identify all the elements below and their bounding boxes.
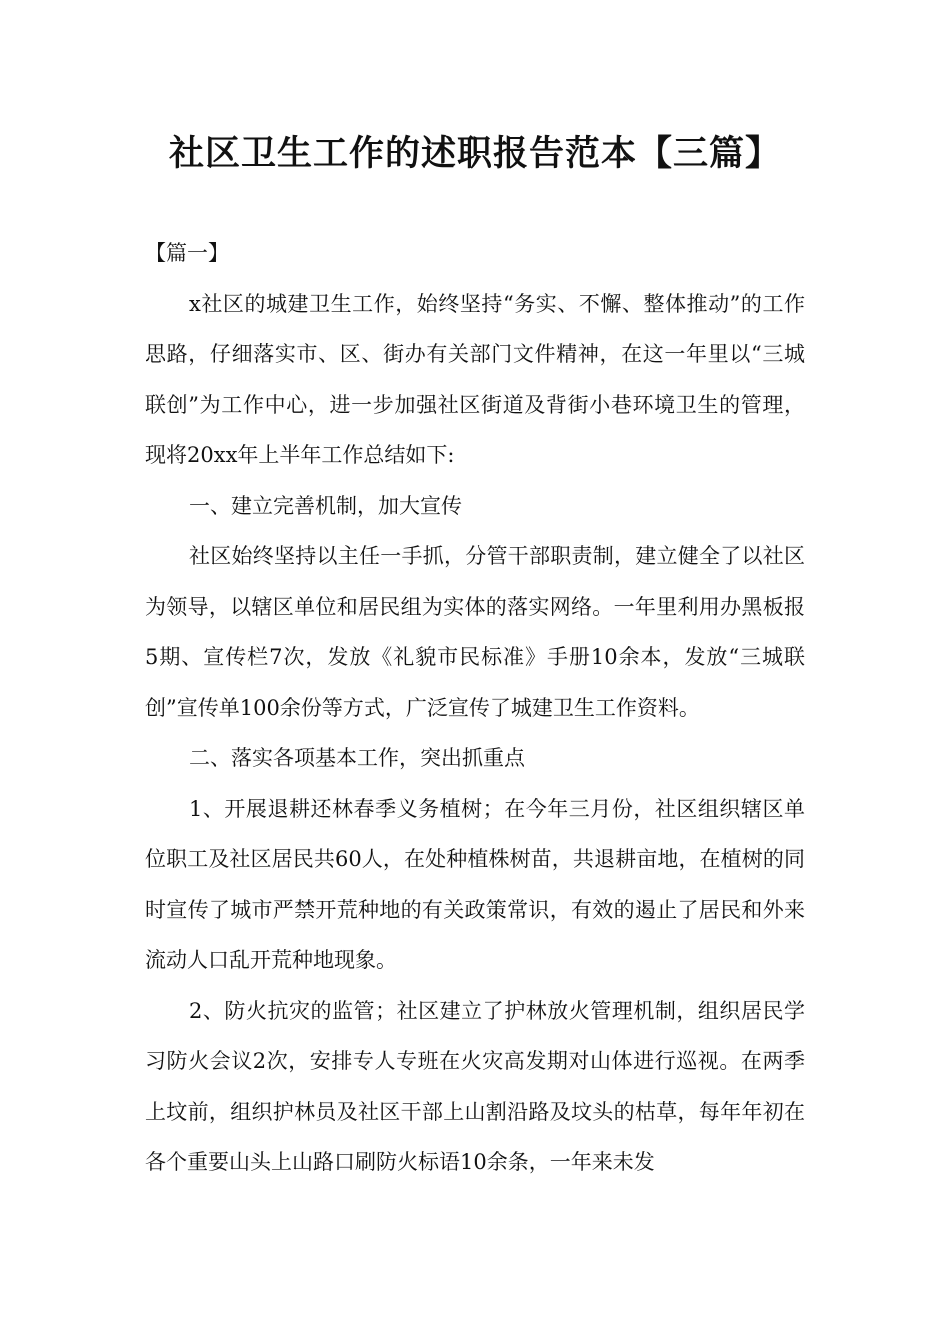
heading-section-two: 二、落实各项基本工作，突出抓重点 <box>189 746 525 770</box>
paragraph-intro: x社区的城建卫生工作，始终坚持“务实、不懈、整体推动”的工作思路，仔细落实市、区、街办有关部门文件精神，在这一年里以“三城联创”为工作中心，进一步加强社区街道及背街小巷环境卫生的管理，现将20xx年上半年工作总结如下: <box>145 291 805 467</box>
paragraph-tree-planting: 1、开展退耕还林春季义务植树；在今年三月份，社区组织辖区单位职工及社区居民共60人，在处种植株树苗，共退耕亩地，在植树的同时宣传了城市严禁开荒种地的有关政策常识，有效的遏止了居民和外来流动人口乱开荒种地现象。 <box>145 796 805 972</box>
section-label: 【篇一】 <box>145 241 229 265</box>
document-title: 社区卫生工作的述职报告范本【三篇】 <box>168 134 781 174</box>
document-body <box>145 228 805 1188</box>
heading-section-one: 一、建立完善机制，加大宣传 <box>189 493 462 518</box>
paragraph-publicity: 社区始终坚持以主任一手抓，分管干部职责制，建立健全了以社区为领导，以辖区单位和居民组为实体的落实网络。一年里利用办黑板报5期、宣传栏7次，发放《礼貌市民标准》手册10余本，发放“三城联创”宣传单100余份等方式，广泛宣传了城建卫生工作资料。 <box>145 544 805 720</box>
paragraph-fire-prevention: 2、防火抗灾的监管；社区建立了护林放火管理机制，组织居民学习防火会议2次，安排专人专班在火灾高发期对山体进行巡视。在两季上坟前，组织护林员及社区干部上山割沿路及坟头的枯草，每年年初在各个重要山头上山路口刷防火标语10余条，一年来未发 <box>145 998 805 1174</box>
